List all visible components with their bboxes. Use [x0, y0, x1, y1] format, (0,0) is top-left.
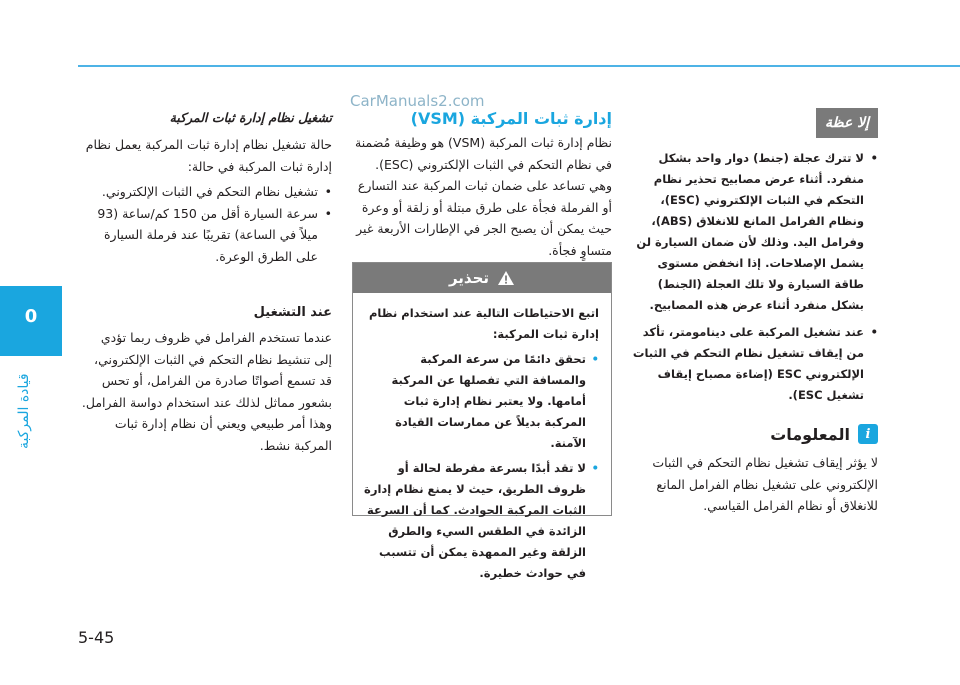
page-number: 5-45 — [78, 628, 115, 647]
list-item: • تشغيل نظام التحكم في الثبات الإلكتروني. — [80, 181, 332, 203]
list-item: • تحقق دائمًا من سرعة المركبة والمسافة التي تفصلها عن المركبة أمامها. ولا يعتبر نظام إدارة ثبات المركبة بديلاً عن ممارسات القيادة الآمنة. — [363, 349, 599, 454]
caution-list — [628, 148, 878, 406]
section-caution — [628, 108, 878, 521]
information-text: لا يؤثر إيقاف تشغيل نظام التحكم في الثبات الإلكتروني على تشغيل نظام الفرامل المانع للانغلاق أو نظام الفرامل القياسي. — [652, 455, 878, 513]
list-item: • لا تترك عجلة (جنط) دوار واحد بشكل منفرد. أثناء عرض مصابيح تحذير نظام التحكم في الثبات الإلكتروني (ESC)، ونظام الفرامل المانع للانغلاق (ABS)، وفرامل اليد. وذلك لأن ضمان السيارة لن يشمل الإصلاحات. إذا انخفض مستوى طاقة السيارة ولا تلك العجلة (الجنط) بشكل منفرد أثناء عرض هذه المصابيح. — [628, 148, 878, 316]
list-item: • عند تشغيل المركبة على دينامومتر، تأكد من إيقاف تشغيل نظام التحكم في الثبات الإلكتروني ESC (إضاءة مصباح إيقاف تشغيل ESC). — [628, 322, 878, 406]
list-item: • لا تقد أبدًا بسرعة مفرطة لحالة أو ظروف الطريق، حيث لا يمنع نظام إدارة الثبات المركبة الحوادث. كما أن السرعة الزائدة في الطقس السيء والطرق الزلقة وغير الممهدة يمكن أن تتسبب في حوادث خطيرة. — [363, 458, 599, 584]
warning-header — [353, 263, 611, 293]
section-vsm-operation — [80, 108, 332, 460]
vsm-operation-subheading: تشغيل نظام إدارة ثبات المركبة — [169, 110, 332, 125]
when-operating-heading: عند التشغيل — [253, 305, 332, 320]
chapter-number: 0 — [24, 306, 38, 327]
vsm-conditions-intro: حالة تشغيل نظام إدارة ثبات المركبة يعمل نظام إدارة ثبات المركبة في حالة: — [85, 137, 332, 174]
info-icon: i — [858, 424, 878, 444]
information-heading — [628, 424, 878, 444]
section-vsm — [352, 108, 612, 265]
warning-box — [352, 262, 612, 580]
chapter-title: قيادة المركبة — [16, 373, 32, 449]
watermark: CarManuals2.com — [350, 92, 485, 110]
when-operating-text: عندما تستخدم الفرامل في ظروف ربما تؤدي إلى تنشيط نظام التحكم في الثبات الإلكتروني، قد تسمع أصواتًا صادرة من الفرامل، أو تحس بشعور مماثل لذلك عند استخدام دواسة الفرامل. وهذا أمر طبيعي ويعني أن نظام إدارة ثبات المركبة نشط. — [81, 330, 332, 453]
vsm-heading: إدارة ثبات المركبة (VSM) — [410, 109, 612, 128]
header-rule — [78, 65, 960, 67]
caution-header: إلا عظة — [816, 108, 878, 138]
information-title: المعلومات — [770, 424, 850, 444]
vsm-description: نظام إدارة ثبات المركبة (VSM) هو وظيفة مُضمنة في نظام التحكم في الثبات الإلكتروني (ESC). وهي تساعد على ضمان ثبات المركبة عند التسارع أو الفرملة فجأة على طرق مبتلة أو زلقة أو وعرة حيث يمكن أن يصبح الجر في الإطارات الأربعة غير متساوٍ فجأة. — [355, 135, 612, 258]
warning-label: تحذير — [448, 269, 490, 287]
chapter-sidebar — [0, 0, 62, 685]
warning-body — [353, 293, 611, 596]
list-item: • سرعة السيارة أقل من 150 كم/ساعة (93 ميلاً في الساعة) تقريبًا عند فرملة السيارة على الطرق الوعرة. — [80, 203, 332, 268]
warning-intro: اتبع الاحتياطات التالية عند استخدام نظام إدارة ثبات المركبة: — [369, 306, 599, 341]
vsm-conditions-list — [80, 181, 332, 267]
warning-list — [363, 349, 599, 584]
warning-triangle-icon — [497, 270, 515, 286]
